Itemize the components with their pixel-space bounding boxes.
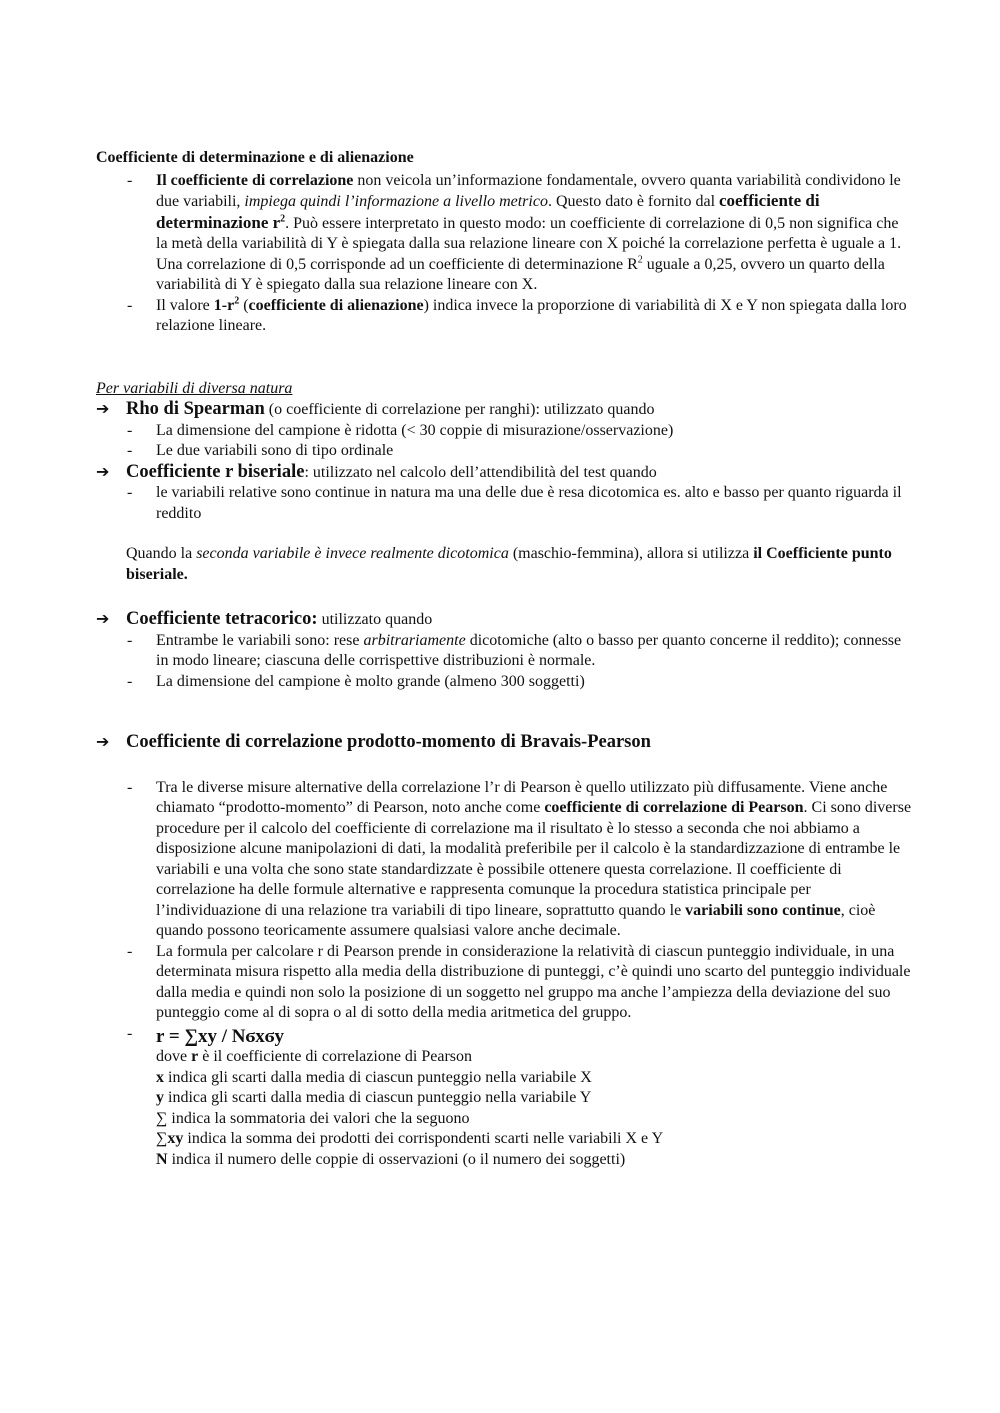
- bold-text: Coefficiente r biseriale: [126, 461, 305, 482]
- body-text: . Questo dato è fornito dal: [547, 193, 720, 210]
- bold-text: xy: [167, 1130, 184, 1147]
- list-item: [96, 296, 912, 337]
- body-text: dicotomiche (alto o basso per quanto concerne il reddito); connesse in modo lineare; ciascuna delle corrispettive distribuzioni è normale.: [156, 631, 902, 669]
- list-item: - La formula per calcolare r di Pearson prende in considerazione la relatività di ciascun punteggio individuale, in una determinata misura rispetto alla media della distribuzione di punteggi, c’è quindi uno scarto del punteggio individuale dalla media e quindi non solo la posizione di un soggetto nel gruppo ma anche l’ampiezza della deviazione del suo punteggio come al di sopra o al di sotto della media aritmetica del gruppo.: [96, 942, 912, 1024]
- bold-text: 1-r: [213, 296, 235, 314]
- point-biserial-paragraph: [96, 544, 912, 585]
- body-text: ) indica invece la proporzione di variabilità di X e Y non spiegata dalla loro relazione lineare.: [156, 296, 907, 334]
- bold-text: x: [156, 1068, 164, 1086]
- italic-text: impiega quindi l’informazione a livello metrico: [244, 193, 548, 210]
- pearson-heading: [96, 732, 912, 754]
- list-item: - La dimensione del campione è ridotta (< 30 coppie di misurazione/osservazione): [96, 421, 912, 442]
- italic-text: arbitrariamente: [363, 631, 466, 649]
- body-text: , cioè quando possono teoricamente assumere qualsiasi valore anche decimale.: [156, 901, 876, 939]
- body-text: è il coefficiente di correlazione di Pearson: [198, 1048, 473, 1065]
- list-item: [96, 778, 912, 942]
- formula-definition: [156, 1047, 912, 1068]
- body-text: (: [239, 296, 249, 314]
- body-text: Tra le diverse misure alternative della correlazione l’r di Pearson è quello utilizzato più diffusamente. Viene anche chiamato “prodotto-momento” di Pearson, noto anche come: [156, 778, 888, 816]
- pearson-list: [96, 778, 912, 1171]
- bold-text: Il coefficiente di correlazione: [156, 171, 354, 189]
- body-text: ∑: [156, 1130, 168, 1147]
- section-label-diversa-natura: Per variabili di diversa natura: [96, 379, 293, 397]
- body-text: indica gli scarti dalla media di ciascun punteggio nella variabile Y: [164, 1089, 592, 1106]
- formula-definition: [156, 1068, 912, 1089]
- bold-text: il Coefficiente punto biseriale.: [126, 545, 892, 583]
- bold-text: r: [191, 1048, 199, 1065]
- bold-text: coefficiente di correlazione di Pearson: [544, 799, 804, 816]
- body-text: . Ci sono diverse procedure per il calcolo del coefficiente di correlazione ma il risultato è lo stesso a seconda che noi abbiamo a disposizione alcune manipolazioni di dati, la modalità preferibile per il calcolo è la standardizzazione di entrambe le variabili e una volta che sono state standardizzate è possibile ottenere questa correlazione. Il coefficiente di correlazione ha delle formule alternative e rappresenta comunque la procedura statistica principale per l’individuazione di una relazione tra variabili di tipo lineare, soprattutto quando le: [156, 799, 912, 919]
- body-text: (maschio-femmina), allora si utilizza: [508, 545, 754, 562]
- list-item: - Le due variabili sono di tipo ordinale: [96, 441, 912, 462]
- body-text: . Può essere interpretato in questo modo: un coefficiente di correlazione di 0,5 non significa che la metà della variabilità di Y è spiegata dalla sua relazione lineare con X poiché la correlazione perfetta è uguale a 1. Una correlazione di 0,5 corrisponde ad un coefficiente di determinazione R: [156, 214, 902, 273]
- superscript: 2: [280, 213, 286, 225]
- determinazione-list: [96, 171, 912, 337]
- bold-text: Rho di Spearman: [126, 399, 265, 419]
- tetracoric-heading: [96, 609, 912, 631]
- pearson-formula: - r = ∑xy / Nϭxϭy: [156, 1025, 285, 1047]
- italic-text: seconda variabile è invece realmente dicotomica: [196, 545, 509, 562]
- body-text: Entrambe le variabili sono: rese: [156, 631, 364, 649]
- body-text: Il valore: [156, 296, 214, 314]
- body-text: (o coefficiente di correlazione per ranghi): utilizzato quando: [264, 401, 655, 418]
- arrow-right-icon: ➔: [96, 399, 110, 418]
- body-text: : utilizzato nel calcolo dell’attendibilità del test quando: [304, 463, 657, 481]
- arrow-right-icon: ➔: [96, 732, 110, 751]
- body-text: dove: [156, 1048, 192, 1065]
- document-page: [96, 148, 912, 1170]
- list-item: - le variabili relative sono continue in natura ma una delle due è resa dicotomica es. alto e basso per quanto riguarda il reddito: [96, 483, 912, 524]
- spearman-list: [96, 421, 912, 462]
- formula-item: [96, 1024, 912, 1171]
- list-item: - La dimensione del campione è molto grande (almeno 300 soggetti): [96, 672, 912, 693]
- formula-definition: [156, 1129, 912, 1150]
- arrow-right-icon: ➔: [96, 609, 110, 628]
- section-title-determinazione: Coefficiente di determinazione e di alienazione: [96, 149, 414, 166]
- body-text: indica la somma dei prodotti dei corrispondenti scarti nelle variabili X e Y: [183, 1130, 664, 1147]
- bold-text: y: [156, 1089, 164, 1106]
- formula-definition: [156, 1150, 912, 1171]
- tetracoric-list: [96, 631, 912, 693]
- bold-text: variabili sono continue: [685, 901, 841, 919]
- list-item: [96, 171, 912, 296]
- biserial-list: [96, 483, 912, 524]
- formula-definition: ∑ indica la sommatoria dei valori che la seguono: [156, 1109, 470, 1127]
- superscript: 2: [234, 295, 240, 307]
- formula-definition: [156, 1088, 912, 1109]
- bold-text: coefficiente di alienazione: [248, 296, 424, 314]
- arrow-right-icon: ➔: [96, 461, 110, 481]
- bold-text: Coefficiente tetracorico:: [126, 609, 318, 629]
- body-text: Quando la: [126, 545, 197, 562]
- bold-text: Coefficiente di correlazione prodotto-momento di Bravais-Pearson: [126, 732, 651, 752]
- biserial-heading: [96, 462, 912, 484]
- spearman-heading: [96, 399, 912, 421]
- body-text: utilizzato quando: [317, 611, 433, 628]
- body-text: uguale a 0,25, ovvero un quarto della variabilità di Y è spiegato dalla sua relazione lineare con X.: [156, 255, 885, 293]
- bold-text: coefficiente di determinazione r: [156, 191, 820, 232]
- list-item: [96, 631, 912, 672]
- bold-text: N: [156, 1150, 168, 1168]
- body-text: non veicola un’informazione fondamentale, ovvero quanta variabilità condividono le due variabili,: [156, 171, 901, 210]
- superscript: 2: [637, 254, 643, 266]
- body-text: indica il numero delle coppie di osservazioni (o il numero dei soggetti): [167, 1150, 626, 1168]
- body-text: indica gli scarti dalla media di ciascun punteggio nella variabile X: [164, 1068, 592, 1086]
